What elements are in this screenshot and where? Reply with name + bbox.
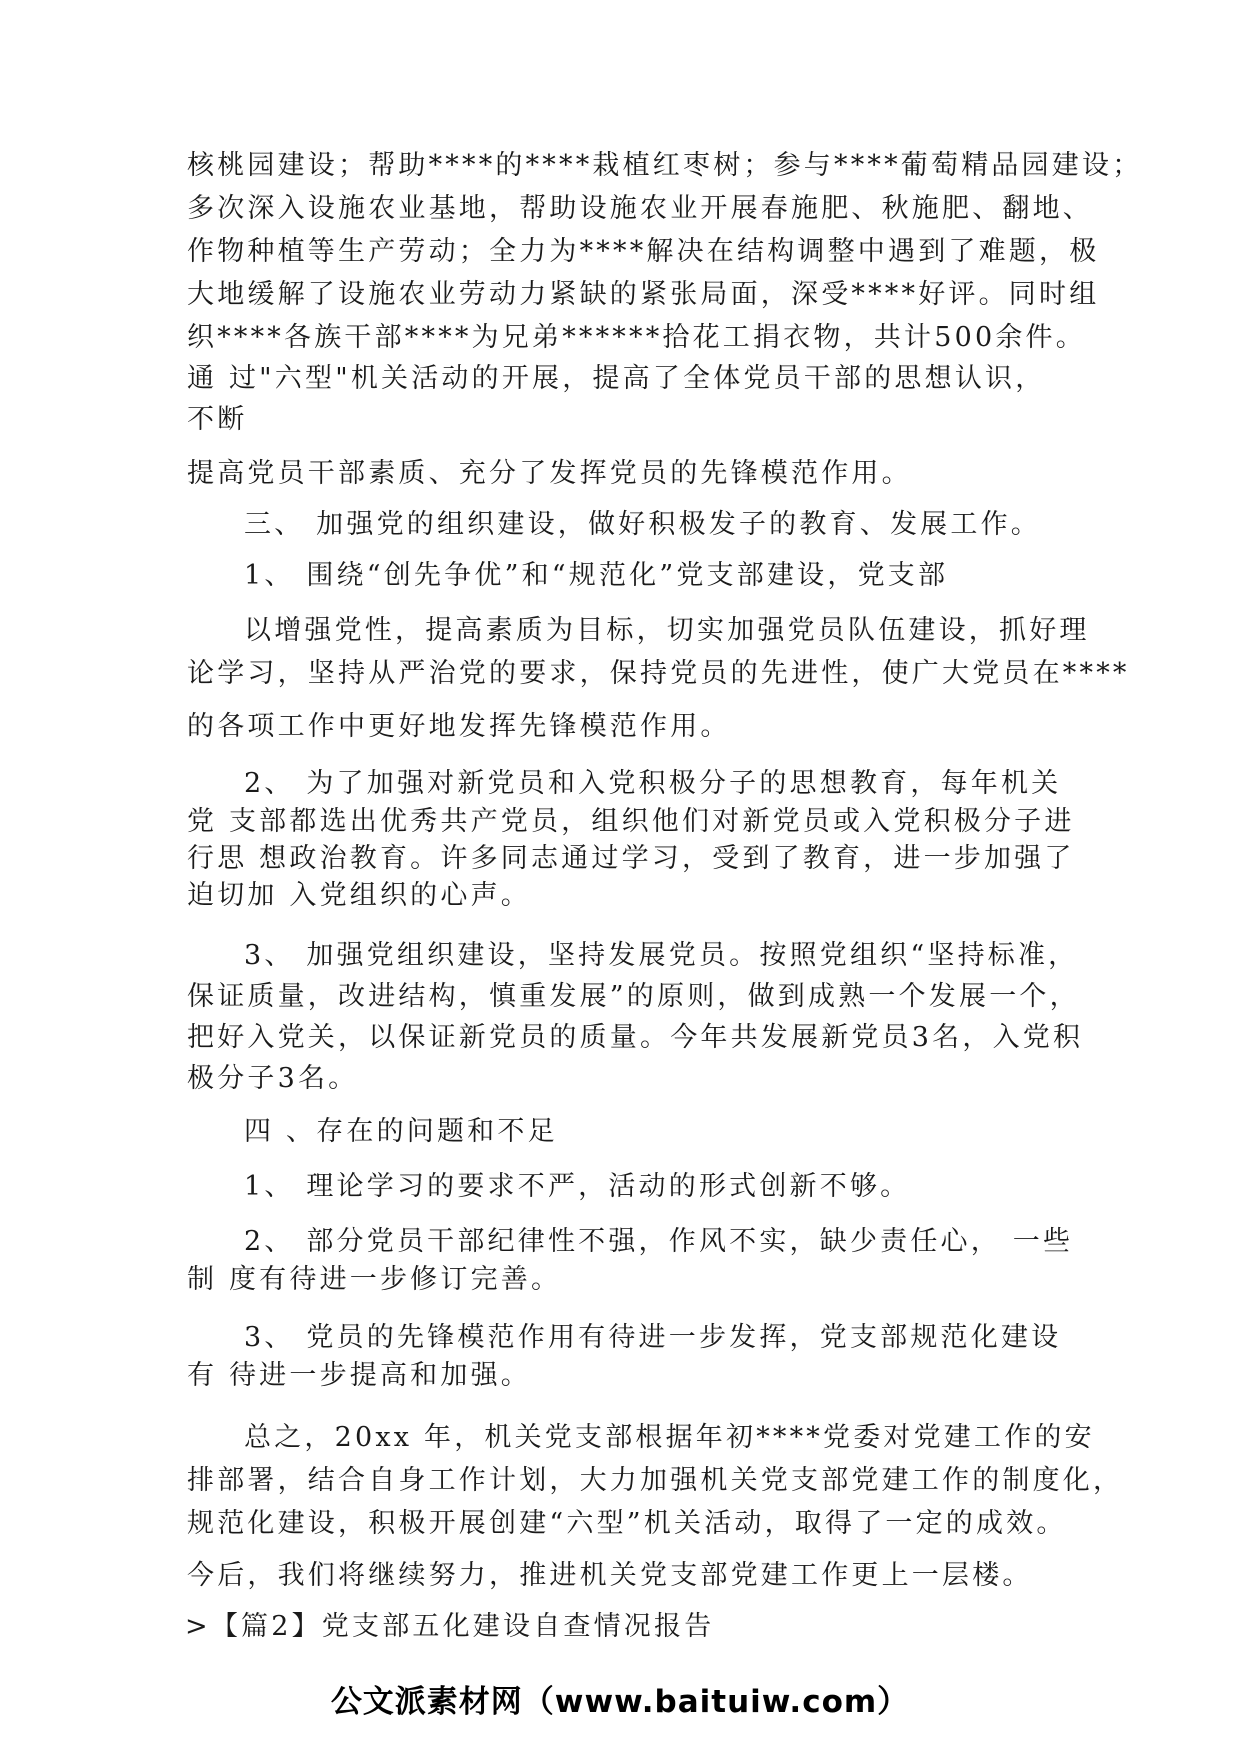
paragraph-line: 1、 围绕“创先争优”和“规范化”党支部建设，党支部 — [244, 560, 949, 591]
paragraph-line: 极分子3名。 — [187, 1063, 359, 1094]
paragraph-line: 1、 理论学习的要求不严，活动的形式创新不够。 — [244, 1171, 911, 1202]
paragraph-line: 以增强党性，提高素质为目标，切实加强党员队伍建设，抓好理 — [244, 615, 1090, 646]
paragraph-line: 织****各族干部****为兄弟******拾花工捐衣物，共计500余件。 — [187, 322, 1086, 353]
paragraph-line: 多次深入设施农业基地，帮助设施农业开展春施肥、秋施肥、翻地、 — [187, 193, 1093, 224]
site-watermark-footer: 公文派素材网（www.baituiw.com） — [330, 1684, 910, 1720]
paragraph-line: 大地缓解了设施农业劳动力紧缺的紧张局面，深受****好评。同时组 — [187, 279, 1100, 310]
paragraph-line: 不断 — [187, 404, 248, 435]
paragraph-line: 论学习，坚持从严治党的要求，保持党员的先进性，使广大党员在**** — [187, 658, 1130, 689]
paragraph-line: 总之，20xx 年，机关党支部根据年初****党委对党建工作的安 — [244, 1422, 1095, 1453]
paragraph-line: 党 支部都选出优秀共产党员，组织他们对新党员或入党积极分子进 — [187, 806, 1075, 837]
section-heading: 三、 加强党的组织建设，做好积极发子的教育、发展工作。 — [244, 509, 1041, 540]
paragraph-line: 有 待进一步提高和加强。 — [187, 1360, 531, 1391]
paragraph-line: 今后，我们将继续努力，推进机关党支部党建工作更上一层楼。 — [187, 1560, 1033, 1591]
paragraph-line: 2、 部分党员干部纪律性不强，作风不实，缺少责任心， 一些 — [244, 1226, 1074, 1257]
article-link-heading[interactable]: >【篇2】党支部五化建设自查情况报告 — [185, 1611, 715, 1642]
paragraph-line: 提高党员干部素质、充分了发挥党员的先锋模范作用。 — [187, 458, 912, 489]
paragraph-line: 迫切加 入党组织的心声。 — [187, 880, 531, 911]
paragraph-line: 排部署，结合自身工作计划，大力加强机关党支部党建工作的制度化， — [187, 1465, 1124, 1496]
paragraph-line: 核桃园建设；帮助****的****栽植红枣树；参与****葡萄精品园建设； — [187, 150, 1143, 181]
paragraph-line: 行思 想政治教育。许多同志通过学习，受到了教育，进一步加强了 — [187, 843, 1075, 874]
paragraph-line: 3、 党员的先锋模范作用有待进一步发挥，党支部规范化建设 — [244, 1322, 1062, 1353]
paragraph-line: 3、 加强党组织建设，坚持发展党员。按照党组织“坚持标准， — [244, 940, 1079, 971]
paragraph-line: 制 度有待进一步修订完善。 — [187, 1264, 562, 1295]
paragraph-line: 的各项工作中更好地发挥先锋模范作用。 — [187, 711, 731, 742]
section-heading: 四 、存在的问题和不足 — [244, 1116, 558, 1147]
paragraph-line: 作物种植等生产劳动；全力为****解决在结构调整中遇到了难题，极 — [187, 236, 1100, 267]
paragraph-line: 2、 为了加强对新党员和入党积极分子的思想教育，每年机关 — [244, 768, 1062, 799]
paragraph-line: 通 过"六型"机关活动的开展，提高了全体党员干部的思想认识， — [187, 363, 1046, 394]
paragraph-line: 把好入党关，以保证新党员的质量。今年共发展新党员3名，入党积 — [187, 1022, 1084, 1053]
paragraph-line: 规范化建设，积极开展创建“六型”机关活动，取得了一定的成效。 — [187, 1508, 1067, 1539]
paragraph-line: 保证质量，改进结构，慎重发展”的原则，做到成熟一个发展一个， — [187, 981, 1080, 1012]
